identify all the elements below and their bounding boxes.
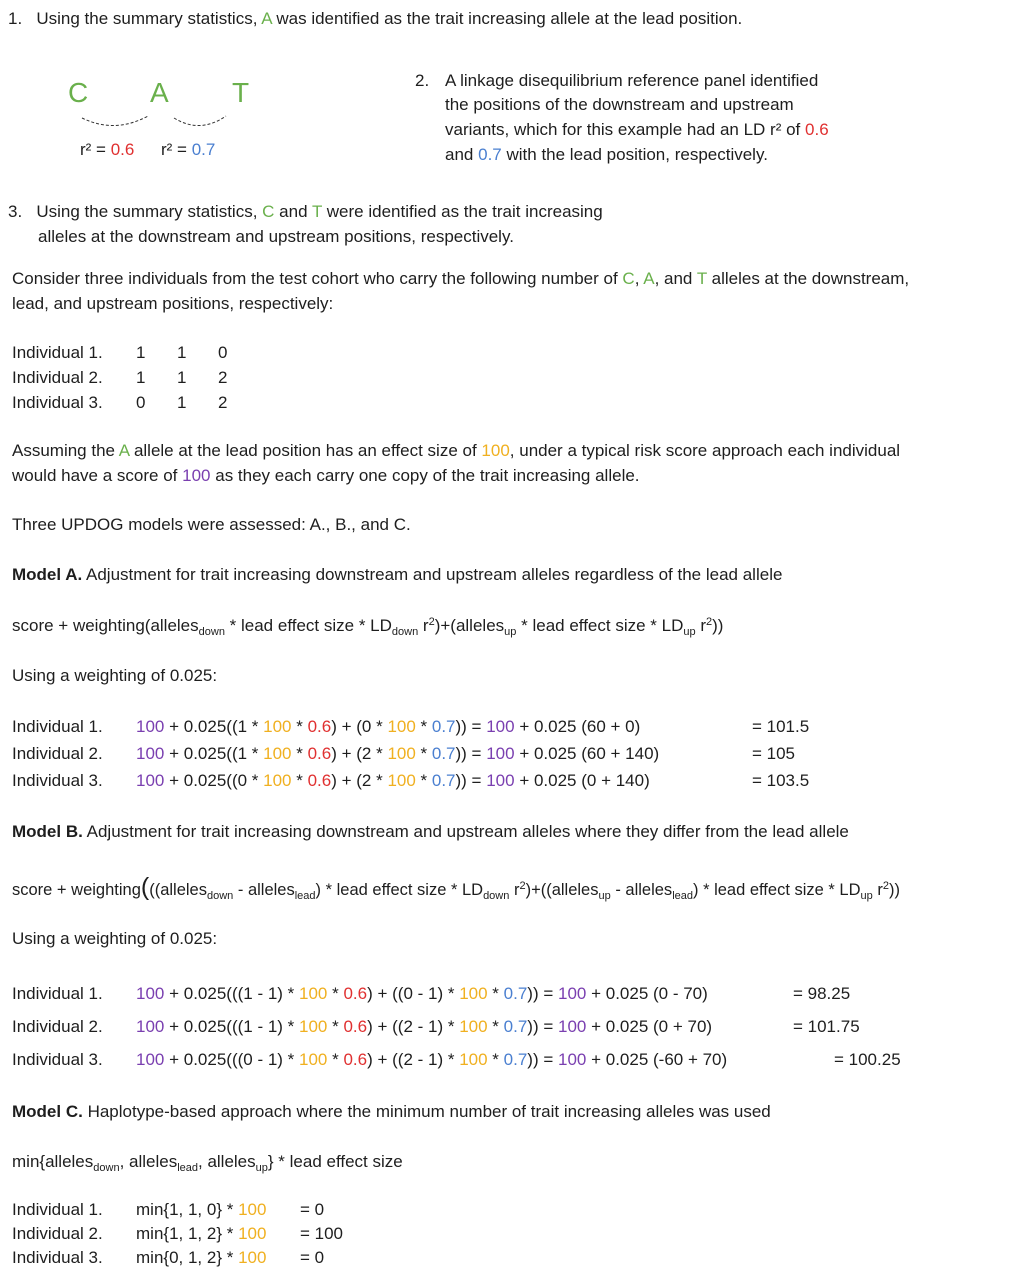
model-b-row-3: Individual 3. 100 + 0.025(((0 - 1) * 100 * 0.6) + ((2 - 1) * 100 * 0.7)) = 100 + 0.025 (-60 + 70) (12, 1050, 728, 1069)
model-a-row-3: Individual 3. 100 + 0.025((0 * 100 * 0.6) + (2 * 100 * 0.7)) = 100 + 0.025 (0 + 140) (12, 771, 650, 790)
ld-arc-left (82, 116, 148, 126)
model-c-row-2: Individual 2. min{1, 1, 2} * 100 (12, 1224, 267, 1243)
step-2-line-2: the positions of the downstream and upstream (445, 95, 794, 114)
model-b-row-2: Individual 2. 100 + 0.025(((1 - 1) * 100 * 0.6) + ((2 - 1) * 100 * 0.7)) = 100 + 0.025 (0 + 70) (12, 1017, 713, 1036)
assuming-line-2: would have a score of 100 as they each carry one copy of the trait increasing allele. (12, 466, 640, 485)
table-row: Individual 3. 0 1 2 (12, 392, 228, 412)
step-3-line-1: 3. Using the summary statistics, C and T were identified as the trait increasing (8, 202, 603, 221)
model-c-row-1: Individual 1. min{1, 1, 0} * 100 (12, 1200, 267, 1219)
step-2-line-3: variants, which for this example had an LD r² of 0.6 (445, 120, 829, 139)
model-b-result-3: = 100.25 (834, 1050, 901, 1069)
r2-left: r² = 0.6 (80, 140, 135, 159)
model-c-formula: min{alleles$_{down}$, alleles$_{lead}$, alleles$_{up}$} * lead effect size (12, 1152, 403, 1174)
model-b-row-1: Individual 1. 100 + 0.025(((1 - 1) * 100 * 0.6) + ((0 - 1) * 100 * 0.7)) = 100 + 0.025 (0 - 70) (12, 984, 708, 1003)
model-b-result-2: = 101.75 (793, 1017, 860, 1036)
step-2-line-1: A linkage disequilibrium reference panel identified (445, 71, 819, 90)
model-b-result-1: = 98.25 (793, 984, 851, 1003)
model-a-result-1: = 101.5 (752, 717, 810, 736)
model-b-heading: Model B. Adjustment for trait increasing downstream and upstream alleles where they differ from the lead allele (12, 822, 849, 841)
step-2-line-4: and 0.7 with the lead position, respectively. (445, 145, 768, 164)
model-b-weighting: Using a weighting of 0.025: (12, 929, 218, 948)
model-a-weighting: Using a weighting of 0.025: (12, 666, 218, 685)
allele-letter-c: C (68, 77, 89, 108)
consider-line-1: Consider three individuals from the test cohort who carry the following number of C, A, and T alleles at the downstream, (12, 269, 910, 288)
model-a-heading: Model A. Adjustment for trait increasing downstream and upstream alleles regardless of the lead allele (12, 565, 783, 584)
model-a-row-2: Individual 2. 100 + 0.025((1 * 100 * 0.6) + (2 * 100 * 0.7)) = 100 + 0.025 (60 + 140) (12, 744, 660, 763)
table-row: Individual 1. 1 1 0 (12, 342, 228, 362)
table-row: Individual 2. 1 1 2 (12, 367, 228, 387)
allele-letter-a: A (150, 77, 169, 108)
model-c-heading: Model C. Haplotype-based approach where the minimum number of trait increasing alleles was used (12, 1102, 771, 1121)
ld-arcs (70, 114, 270, 134)
model-c-row-3: Individual 3. min{0, 1, 2} * 100 (12, 1248, 267, 1267)
model-b-formula: score + weighting(((alleles$_{down}$ - alleles$_{lead}$) * lead effect size * $LD_{down}$ $r^2)+((alleles_{up}$ - alleles$_{lead}$) * lead effect size * $LD_{up}$ $r^2$)) (12, 873, 900, 902)
model-a-result-3: = 103.5 (752, 771, 810, 790)
step-1: 1. Using the summary statistics, A was identified as the trait increasing allele at the lead position. (8, 9, 743, 28)
model-a-formula: score + weighting(alleles$_{down}$ * lead effect size * $LD_{down}$ $r^2)+(alleles_{up}$ * lead effect size * $LD_{up}$ $r^2$)) (12, 616, 724, 638)
model-a-row-1: Individual 1. 100 + 0.025((1 * 100 * 0.6) + (0 * 100 * 0.7)) = 100 + 0.025 (60 + 0) (12, 717, 641, 736)
assuming-line-1: Assuming the A allele at the lead position has an effect size of 100, under a typical risk score approach each individual (12, 441, 901, 460)
model-c-result-3: = 0 (300, 1248, 325, 1267)
model-c-result-2: = 100 (300, 1224, 344, 1243)
ld-arc-right (174, 116, 226, 126)
model-c-result-1: = 0 (300, 1200, 325, 1219)
model-a-result-2: = 105 (752, 744, 796, 763)
step-2-num: 2. (415, 71, 430, 90)
r2-right: r² = 0.7 (161, 140, 216, 159)
step-3-line-2: alleles at the downstream and upstream positions, respectively. (38, 227, 514, 246)
consider-line-2: lead, and upstream positions, respectively: (12, 294, 334, 313)
three-models-text: Three UPDOG models were assessed: A., B., and C. (12, 515, 411, 534)
allele-letter-t: T (232, 77, 250, 108)
individuals-table (12, 340, 227, 415)
